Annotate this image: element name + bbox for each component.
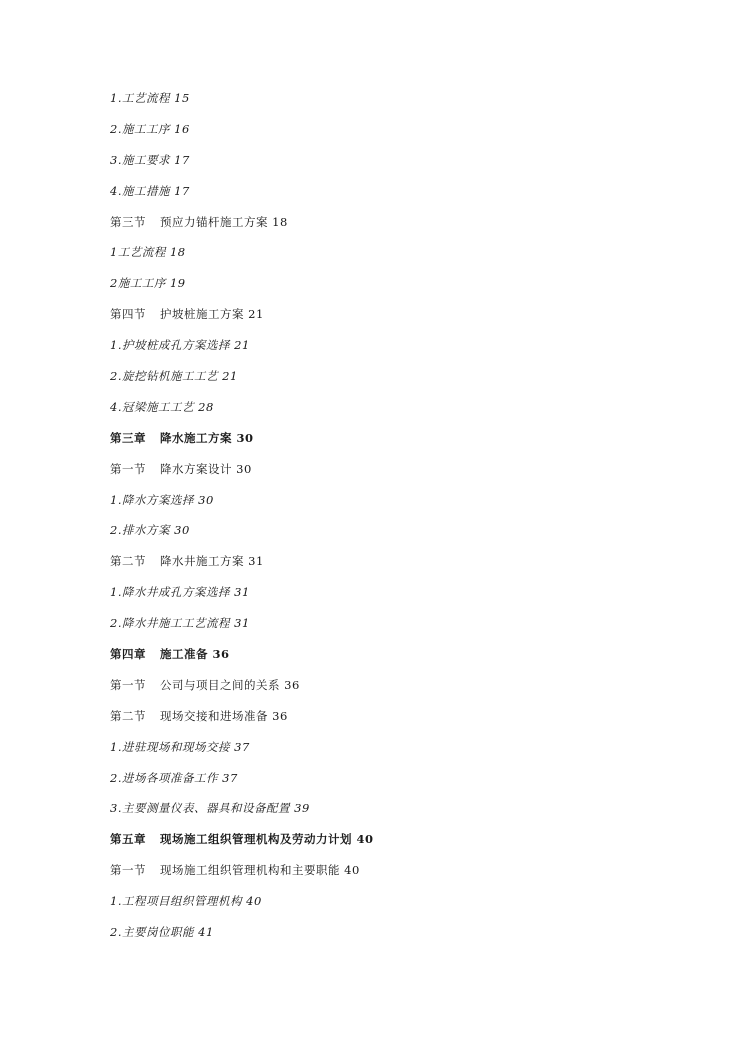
toc-item-text: 2.进场各项准备工作 37 xyxy=(110,770,238,785)
toc-item xyxy=(110,798,710,829)
toc-item xyxy=(110,490,710,521)
toc-section xyxy=(110,860,710,891)
toc-chapter-title: 施工准备 36 xyxy=(160,647,230,662)
toc-chapter xyxy=(110,644,710,675)
toc-item xyxy=(110,242,710,273)
toc-chapter xyxy=(110,428,710,459)
toc-section-title: 现场交接和进场准备 36 xyxy=(160,708,288,723)
toc-chapter-label: 第四章 xyxy=(110,647,146,662)
toc-item-text: 2施工工序 19 xyxy=(110,276,186,291)
toc-section-title: 护坡桩施工方案 21 xyxy=(160,307,264,322)
toc-chapter-title: 现场施工组织管理机构及劳动力计划 40 xyxy=(160,832,374,847)
toc-section-title: 降水井施工方案 31 xyxy=(160,554,264,569)
toc-section xyxy=(110,212,710,243)
toc-item xyxy=(110,768,710,799)
toc-section-label: 第二节 xyxy=(110,554,146,569)
toc-item xyxy=(110,335,710,366)
toc-chapter-title: 降水施工方案 30 xyxy=(160,430,254,445)
toc-item xyxy=(110,891,710,922)
toc-item xyxy=(110,520,710,551)
toc-section xyxy=(110,459,710,490)
toc-item xyxy=(110,613,710,644)
toc-item-text: 1.降水井成孔方案选择 31 xyxy=(110,585,250,600)
toc-item xyxy=(110,88,710,119)
table-of-contents xyxy=(110,88,710,953)
toc-item-text: 1.工程项目组织管理机构 40 xyxy=(110,894,262,909)
toc-item-text: 1.降水方案选择 30 xyxy=(110,492,214,507)
toc-item xyxy=(110,397,710,428)
toc-chapter xyxy=(110,829,710,860)
toc-section xyxy=(110,675,710,706)
toc-section-title: 现场施工组织管理机构和主要职能 40 xyxy=(160,863,360,878)
toc-item xyxy=(110,119,710,150)
toc-item-text: 2.主要岗位职能 41 xyxy=(110,925,214,940)
toc-item-text: 1.进驻现场和现场交接 37 xyxy=(110,739,250,754)
toc-item-text: 3.主要测量仪表、器具和设备配置 39 xyxy=(110,801,310,816)
toc-item xyxy=(110,150,710,181)
toc-section-title: 公司与项目之间的关系 36 xyxy=(160,677,300,692)
toc-item-text: 1工艺流程 18 xyxy=(110,245,186,260)
toc-section xyxy=(110,706,710,737)
toc-item-text: 2.排水方案 30 xyxy=(110,523,190,538)
toc-item-text: 4.施工措施 17 xyxy=(110,183,190,198)
toc-section-title: 降水方案设计 30 xyxy=(160,461,252,476)
toc-section-label: 第一节 xyxy=(110,677,146,692)
toc-chapter-label: 第五章 xyxy=(110,832,146,847)
toc-item-text: 2.降水井施工工艺流程 31 xyxy=(110,616,250,631)
toc-section xyxy=(110,304,710,335)
toc-item xyxy=(110,366,710,397)
toc-section-label: 第一节 xyxy=(110,863,146,878)
toc-item xyxy=(110,181,710,212)
toc-item-text: 4.冠梁施工工艺 28 xyxy=(110,399,214,414)
toc-item xyxy=(110,922,710,953)
toc-section xyxy=(110,551,710,582)
toc-chapter-label: 第三章 xyxy=(110,430,146,445)
toc-item-text: 1.护坡桩成孔方案选择 21 xyxy=(110,338,250,353)
toc-section-label: 第三节 xyxy=(110,214,146,229)
toc-section-label: 第一节 xyxy=(110,461,146,476)
toc-section-title: 预应力锚杆施工方案 18 xyxy=(160,214,288,229)
toc-section-label: 第四节 xyxy=(110,307,146,322)
toc-item-text: 1.工艺流程 15 xyxy=(110,91,190,105)
toc-item xyxy=(110,737,710,768)
toc-item xyxy=(110,273,710,304)
toc-item xyxy=(110,582,710,613)
toc-section-label: 第二节 xyxy=(110,708,146,723)
toc-item-text: 3.施工要求 17 xyxy=(110,152,190,167)
toc-item-text: 2.施工工序 16 xyxy=(110,121,190,136)
toc-item-text: 2.旋挖钻机施工工艺 21 xyxy=(110,369,238,384)
